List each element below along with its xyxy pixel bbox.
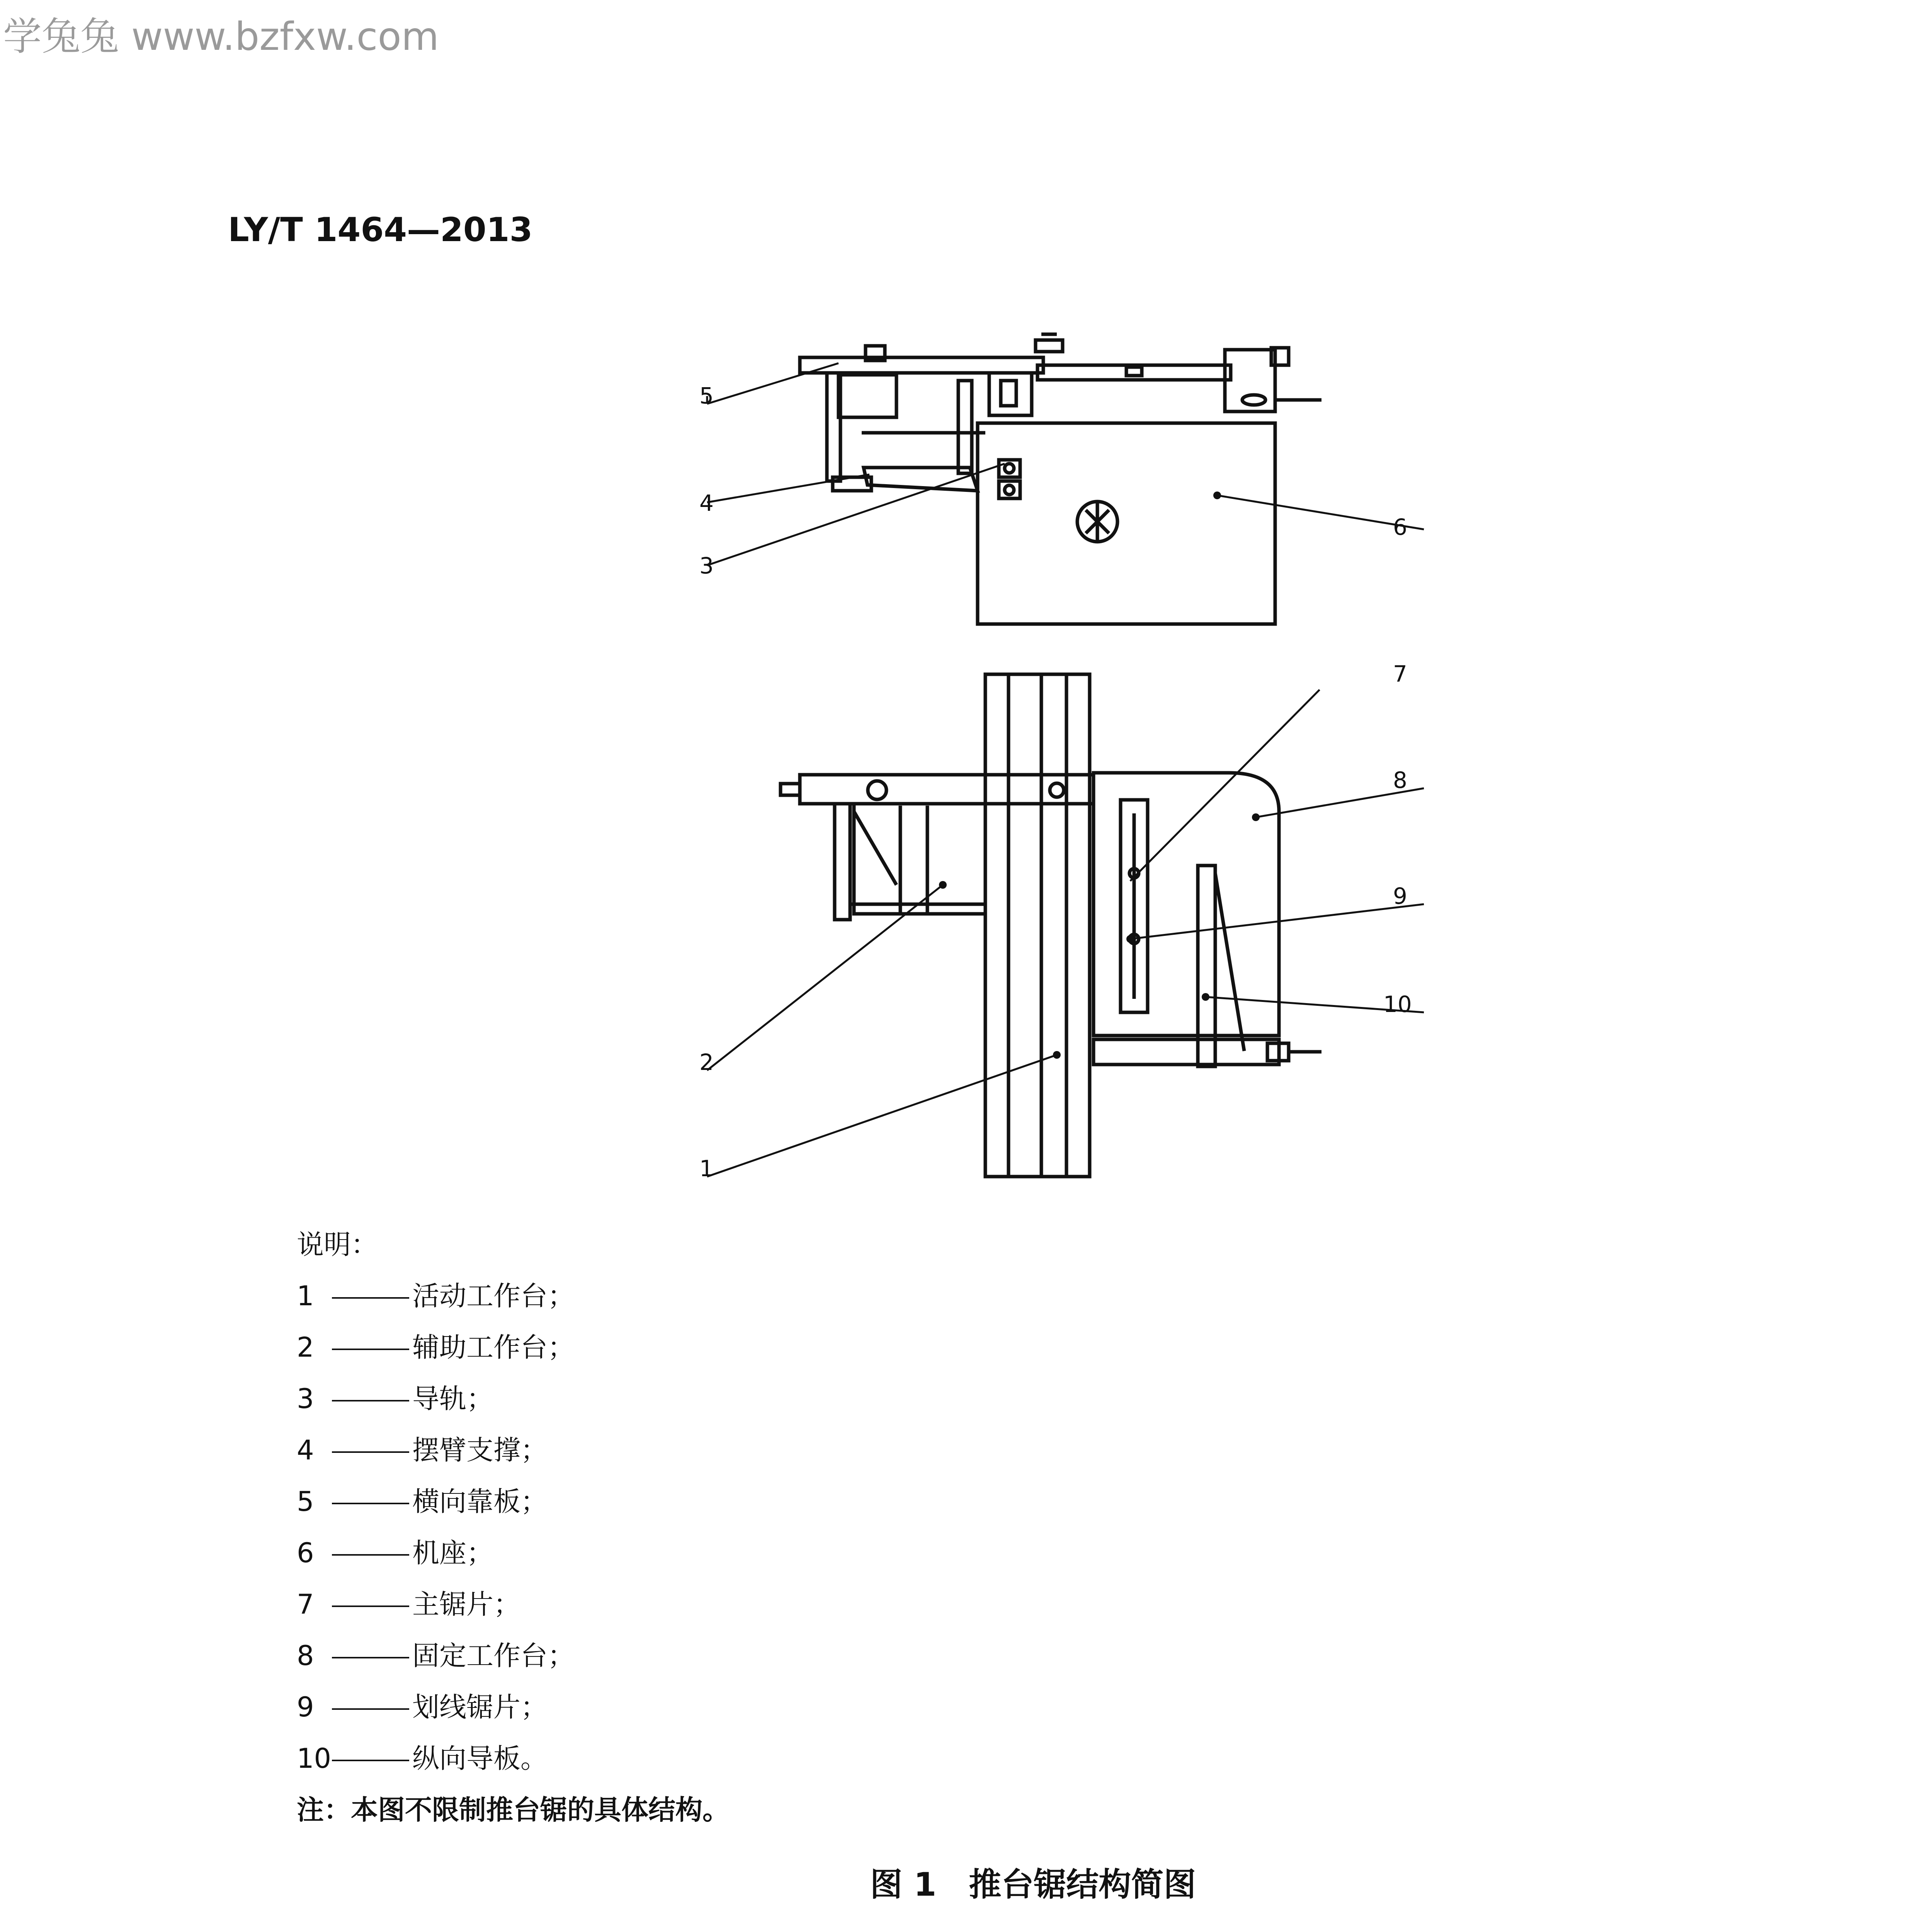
legend-item: 3 导轨； <box>297 1383 493 1415</box>
crosscut-fence <box>800 357 1043 373</box>
callout-10: 10 <box>1383 991 1412 1017</box>
legend-item: 7 主锯片； <box>297 1588 520 1620</box>
callout-3: 3 <box>699 553 714 579</box>
callout-5: 5 <box>699 383 714 409</box>
figure-note: 注：本图不限制推台锯的具体结构。 <box>297 1794 730 1826</box>
callout-2: 2 <box>699 1049 714 1075</box>
legend-title: 说明： <box>297 1229 378 1260</box>
legend-item: 6 机座； <box>297 1537 493 1569</box>
legend-item: 10 纵向导板。 <box>297 1743 548 1774</box>
legend-item: 9 划线锯片； <box>297 1691 548 1723</box>
legend-item: 1 活动工作台； <box>297 1280 575 1312</box>
callout-9: 9 <box>1393 883 1407 909</box>
saw-structure-drawing <box>676 325 1430 1198</box>
watermark: 学兔兔 www.bzfxw.com <box>3 14 439 59</box>
legend-item: 4 摆臂支撑； <box>297 1434 548 1466</box>
standard-code: LY/T 1464—2013 <box>228 211 533 249</box>
legend-item: 8 固定工作台； <box>297 1640 575 1672</box>
callout-4: 4 <box>699 490 714 516</box>
legend-item: 2 辅助工作台； <box>297 1332 575 1363</box>
machine-base <box>978 423 1275 624</box>
figure-caption: 图 1 推台锯结构简图 <box>870 1866 1196 1903</box>
legend-item: 5 横向靠板； <box>297 1486 548 1517</box>
sliding-table <box>985 674 1090 1177</box>
callout-8: 8 <box>1393 767 1407 793</box>
callout-6: 6 <box>1393 514 1407 540</box>
callout-1: 1 <box>699 1155 714 1182</box>
figure-legend <box>297 1219 730 1836</box>
callout-7: 7 <box>1393 661 1407 687</box>
saw-structure-figure <box>676 325 1430 1198</box>
